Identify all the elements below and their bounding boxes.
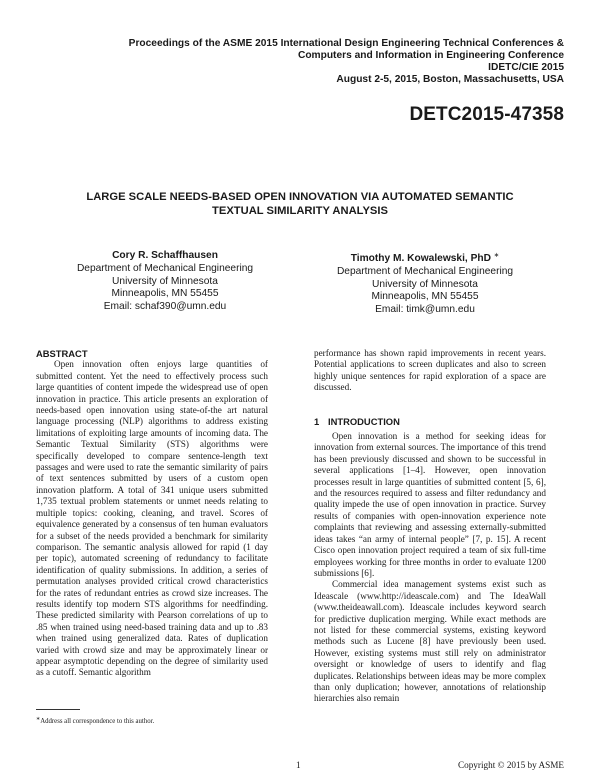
paper-title-line-2: TEXTUAL SIMILARITY ANALYSIS [212,205,388,217]
paper-title [0,190,600,218]
author-name: Cory R. Schaffhausen [112,250,218,261]
author-city: Minneapolis, MN 55455 [111,288,219,300]
introduction-paragraph-2: Commercial idea management systems exist such as Ideascale (www.http://ideascale.com) and The IdeaWall (www.theideawall.com). Ideascale includes keyword search for predictive duplication merging. While exact methods are not listed for these commercial systems, existing keyword methods such as Lucene [8] have previously been used. However, existing systems must still rely on administrator oversight or knowledge of users to identify and flag duplicates. Relationships between ideas may be more complex than only duplication; however, annotations of relationship hierarchies also remain [314,579,546,704]
proceedings-header [124,38,564,86]
author-block-2 [300,250,550,317]
author-department: Department of Mechanical Engineering [76,262,254,274]
abstract-text: Open innovation often enjoys large quantities of submitted content. Yet the need to effectively process such large quantities of content impede the widespread use of open innovation in practice. This article presents an exploration of needs-based open innovation using state-of-the art natural language processing (NLP) algorithms to address existing limitations of exploiting large amounts of incoming data. The Semantic Textual Similarity (STS) algorithms were specifically developed to compare sentence-length text passages and were used to rate the semantic similarity of pairs of text sentences submitted by users of a custom open innovation platform. A total of 341 unique users submitted 1,735 textual problem statements or unmet needs relating to multiple topics: cooking, cleaning, and travel. Scores of equivalence generated by a consensus of ten human evaluators for a subset of the needs provided a benchmark for similarity comparison. The semantic analysis allowed for rapid (1 day per topic), automated screening of redundancy to facilitate identification of quality submissions. In addition, a series of permutation analyses provided critical crowd characteristics for the rates of redundant entries as crowd size increases. The results identify top modern STS algorithms for needfinding. These predicted similarity with Pearson correlations of up to .85 when trained using need-based training data and up to .83 when trained using generalized data. Rates of duplication varied with crowd size and may be approximately linear or appear asymptotic depending on the degree of similarity used as a cutoff. Semantic algorithm [36,359,268,678]
page-number: 1 [296,760,301,770]
proceedings-line-3: IDETC/CIE 2015 [488,62,564,73]
proceedings-line-2: Computers and Information in Engineering Conference [297,50,564,61]
copyright-notice: Copyright © 2015 by ASME [457,760,564,770]
left-column [36,348,268,708]
paper-title-line-1: LARGE SCALE NEEDS-BASED OPEN INNOVATION VIA AUTOMATED SEMANTIC [86,191,514,203]
paper-id: DETC2015-47358 [409,104,564,125]
corresponding-author-mark: ∗ [493,252,500,259]
author-university: University of Minnesota [112,275,218,287]
footnote-mark: ∗ [36,717,41,722]
author-email: Email: timk@umn.edu [375,304,475,316]
right-column [314,348,546,728]
author-name-text: Timothy M. Kowalewski, PhD [350,253,491,264]
author-name [300,250,550,266]
author-university: University of Minnesota [372,278,478,290]
section-title: INTRODUCTION [328,415,400,427]
proceedings-line-4: August 2-5, 2015, Boston, Massachusetts, USA [336,74,564,85]
introduction-heading [314,416,546,427]
author-city: Minneapolis, MN 55455 [371,291,479,303]
proceedings-line-1: Proceedings of the ASME 2015 International Design Engineering Technical Conferences & [128,38,564,49]
abstract-heading: ABSTRACT [36,348,88,359]
author-block-1 [40,250,290,314]
footnote [36,716,154,725]
footnote-rule [36,709,80,710]
author-email: Email: schaf390@umn.edu [103,301,227,313]
introduction-paragraph-1: Open innovation is a method for seeking ideas for innovation from external sources. The importance of this trend has been previously discussed and shown to be successful in several applications [1–4]. However, open innovation processes result in large quantities of submitted content [5, 6], and the resources required to assess and filter redundancy and quality impede the use of open innovation in practice. Survey results of companies with open-innovation experience note complaints that reviewing and assessing externally-submitted ideas takes “an army of internal people” [7, p. 15]. A recent Cisco open innovation project required a team of six full-time employees working for three months in order to evaluate 1200 submissions [6]. [314,431,546,578]
author-department: Department of Mechanical Engineering [336,265,514,277]
footnote-text: Address all correspondence to this author. [40,718,155,725]
abstract-text-continued: performance has shown rapid improvements in recent years. Potential applications to screen duplicates and also to screen highly unique sentences for rapid exploration of a space are discussed. [314,348,546,393]
section-number: 1 [314,415,320,427]
